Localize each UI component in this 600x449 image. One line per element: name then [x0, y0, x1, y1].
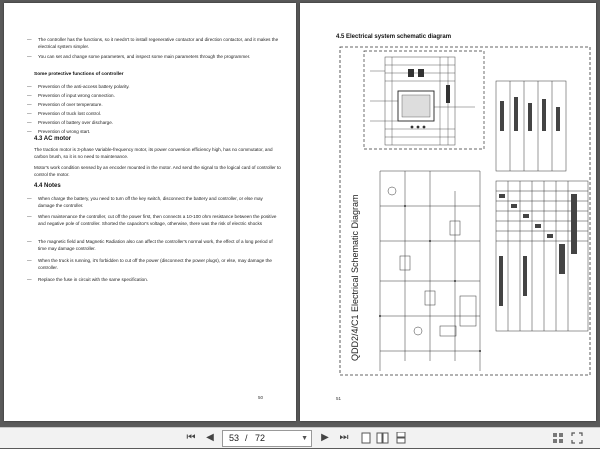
bullet-item: — You can set and change some parameters, and inspect some main parameters through the programmer.	[38, 53, 280, 60]
next-page-icon[interactable]: ▶	[321, 432, 329, 443]
protective-item: — Prevention of over temperature.	[38, 101, 280, 108]
note-item: — The magnetic field and Magnetic Radiation also can affect the controller's normal work, the effect of a long period of time may damage controller.	[38, 238, 280, 252]
note-item: — When charge the battery, you need to turn off the key switch, disconnect the battery and controller, or else may damage the controller.	[38, 195, 280, 209]
current-page: 53	[229, 433, 240, 443]
two-page-view-icon[interactable]	[376, 431, 390, 445]
protective-item: — Prevention of truck lost control.	[38, 110, 280, 117]
note-item: — Replace the fuse in circuit with the same specification.	[38, 276, 280, 283]
thumbnails-icon[interactable]	[551, 431, 565, 445]
section-ac-motor: 4.3 AC motor	[34, 136, 72, 142]
electrical-schematic-diagram	[300, 41, 596, 421]
first-page-icon[interactable]: ⏮	[186, 432, 196, 443]
fullscreen-icon[interactable]	[570, 431, 584, 445]
protective-item: — Prevention of battery over discharge.	[38, 119, 280, 126]
viewer-toolbar	[0, 427, 600, 448]
last-page-icon[interactable]: ⏭	[339, 432, 349, 443]
note-item: — When the truck is running, it's forbidden to cut off the power (disconnect the power plugs), or else, may damage the controller.	[38, 257, 280, 271]
chevron-down-icon: ▼	[301, 435, 308, 442]
total-pages: 72	[255, 433, 266, 443]
continuous-view-icon[interactable]	[394, 431, 408, 445]
page-selector[interactable]	[222, 430, 312, 447]
left-page	[4, 3, 296, 421]
previous-page-icon[interactable]: ◀	[206, 432, 214, 443]
right-page	[300, 3, 596, 421]
single-page-view-icon[interactable]	[359, 431, 373, 445]
page-number: 50	[258, 395, 264, 400]
section-schematic: 4.5 Electrical system schematic diagram	[336, 34, 452, 40]
page-number: 51	[336, 396, 342, 401]
protective-heading: Some protective functions of controller	[34, 72, 124, 77]
protective-item: — Prevention of input wrong connection.	[38, 92, 280, 99]
protective-item: — Prevention of the anti-access battery polarity.	[38, 83, 280, 90]
bullet-item: — The controller has the functions, so it needn't to install regenerative contactor and direction contactor, and it makes the electrical system simpler.	[38, 36, 280, 50]
motor-paragraph: The traction motor is 3-phase Variable-frequency motor, its power conversion efficiency high, has no commutator, and carbon brush, so it is no need to maintenance.	[34, 147, 273, 159]
page-separator: /	[245, 433, 248, 443]
protective-item: — Prevention of wrong start.	[38, 128, 280, 135]
note-item: — When maintenance the controller, cut off the power first, then connects a 10-100 ohm resistance between the positive and negative pole of controller. Shorted the capacitor's voltage, otherwise, there was the risk of electric shocks	[38, 213, 280, 227]
motor-paragraph: Motor's work condition sensed by an encoder mounted in the motor. And send the signal to the logical card of controller to control the motor.	[34, 165, 281, 177]
diagram-title: QDD2/4/C1 Electrical Schematic Diagram	[350, 194, 360, 361]
section-notes: 4.4 Notes	[34, 183, 61, 189]
